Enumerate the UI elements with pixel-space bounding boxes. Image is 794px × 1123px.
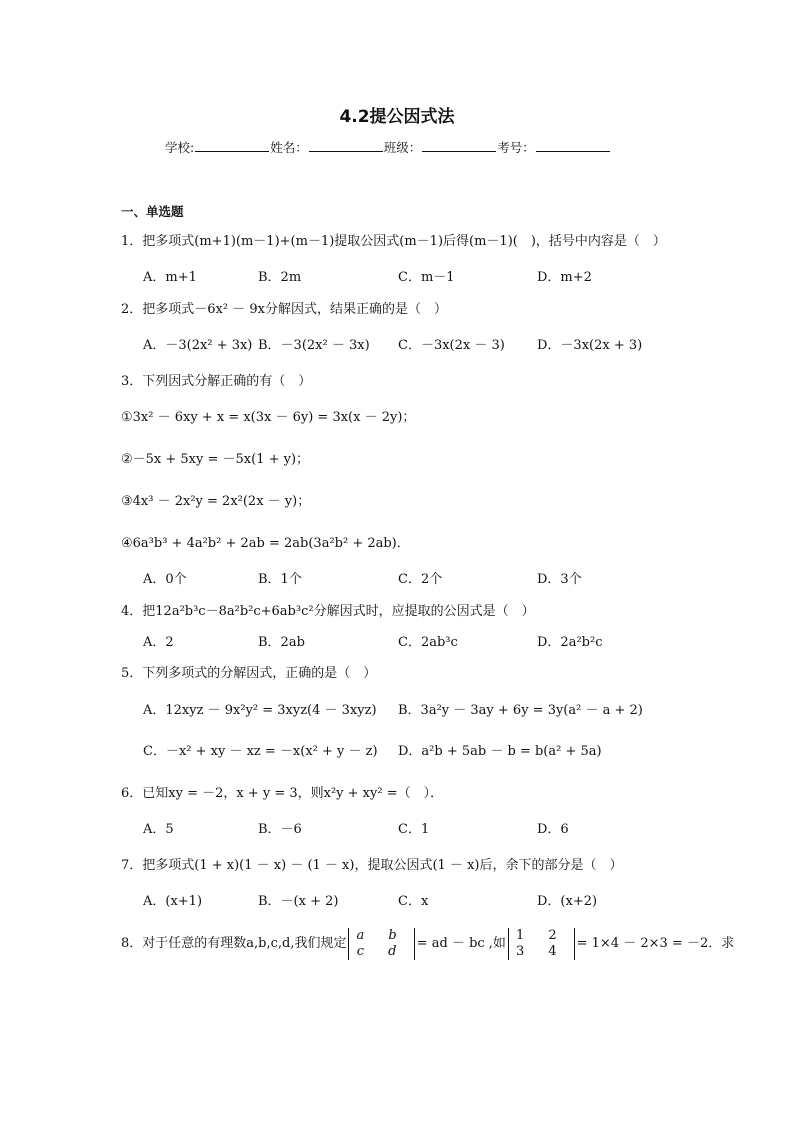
q8-determinant-general [348,928,414,960]
q3-option-a: A．0个 [143,572,187,587]
q8-stem-part-2: = ad － bc ,如 [416,936,506,951]
question-5-stem: 5．下列多项式的分解因式，正确的是（ ） [121,666,377,681]
q3-option-d: D．3个 [537,572,582,587]
q2-option-c: C．－3x(2x － 3) [398,338,505,353]
name-label: 姓名： [270,140,308,155]
q1-option-a: A．m+1 [143,270,197,285]
q1-option-d: D．m+2 [537,270,592,285]
q4-option-a: A．2 [143,635,174,650]
q4-option-d: D．2a²b²c [537,635,603,650]
q3-item-4: ④6a³b³ + 4a²b² + 2ab = 2ab(3a²b² + 2ab)． [121,536,410,551]
q8-stem-part-1: 8．对于任意的有理数a,b,c,d,我们规定 [121,936,347,951]
q6-option-a: A．5 [143,822,174,837]
det2-bottom-row: 3 4 [515,943,567,959]
page-title: 4.2提公因式法 [339,107,455,127]
q3-item-2: ②－5x + 5xy = －5x(1 + y)； [121,452,310,467]
question-1-stem: 1．把多项式(m+1)(m－1)+(m－1)提取公因式(m－1)后得(m－1)( )，括号中内容是（ ） [121,234,666,249]
q3-option-b: B．1个 [258,572,302,587]
question-2-stem: 2．把多项式－6x² － 9x分解因式，结果正确的是（ ） [121,302,447,317]
question-3-stem: 3．下列因式分解正确的有（ ） [121,374,312,389]
q6-option-b: B．－6 [258,822,302,837]
q5-option-d: D．a²b + 5ab － b = b(a² + 5a) [398,744,602,759]
q5-option-b: B．3a²y － 3ay + 6y = 3y(a² － a + 2) [398,703,643,718]
q7-option-a: A．(x+1) [143,894,203,909]
q1-option-b: B．2m [258,270,302,285]
section-title: 一、单选题 [121,204,184,219]
student-info-row [165,139,611,156]
name-blank [309,139,383,152]
q2-option-d: D．－3x(2x + 3) [537,338,643,353]
number-blank [536,139,610,152]
school-blank [195,139,269,152]
number-label: 考号： [497,140,535,155]
q1-option-c: C．m－1 [398,270,455,285]
det1-bottom-row: c d [356,943,407,959]
question-4-stem: 4．把12a²b³c－8a²b²c+6ab³c²分解因式时，应提取的公因式是（ ） [121,604,535,619]
q4-option-b: B．2ab [258,635,305,650]
det1-top-row: a b [356,927,407,943]
q7-option-c: C．x [398,894,429,909]
q3-item-3: ③4x³ － 2x²y = 2x²(2x － y)； [121,494,311,509]
q5-option-c: C．－x² + xy － xz = －x(x² + y － z) [143,744,378,759]
q2-option-a: A．－3(2x² + 3x) [143,338,253,353]
q7-option-b: B．－(x + 2) [258,894,339,909]
q3-item-1: ①3x² － 6xy + x = x(3x － 6y) = 3x(x － 2y)； [121,410,416,425]
q7-option-d: D．(x+2) [537,894,598,909]
question-8-stem [121,926,734,962]
det2-top-row: 1 2 [515,927,567,943]
q2-option-b: B．－3(2x² － 3x) [258,338,370,353]
q3-option-c: C．2个 [398,572,443,587]
class-blank [422,139,496,152]
class-label: 班级： [383,140,422,155]
school-label: 学校: [165,140,195,155]
q8-stem-part-3: = 1×4 － 2×3 = －2．求 [576,936,735,951]
q5-option-a: A．12xyz － 9x²y² = 3xyz(4 － 3xyz) [143,703,377,718]
question-6-stem: 6．已知xy = －2，x + y = 3，则x²y + xy² =（ ）． [121,786,444,801]
q8-determinant-example [508,928,575,960]
q4-option-c: C．2ab³c [398,635,458,650]
question-7-stem: 7．把多项式(1 + x)(1 － x) － (1 － x)，提取公因式(1 － x)后，余下的部分是（ ） [121,858,623,873]
q6-option-c: C．1 [398,822,430,837]
q6-option-d: D．6 [537,822,569,837]
